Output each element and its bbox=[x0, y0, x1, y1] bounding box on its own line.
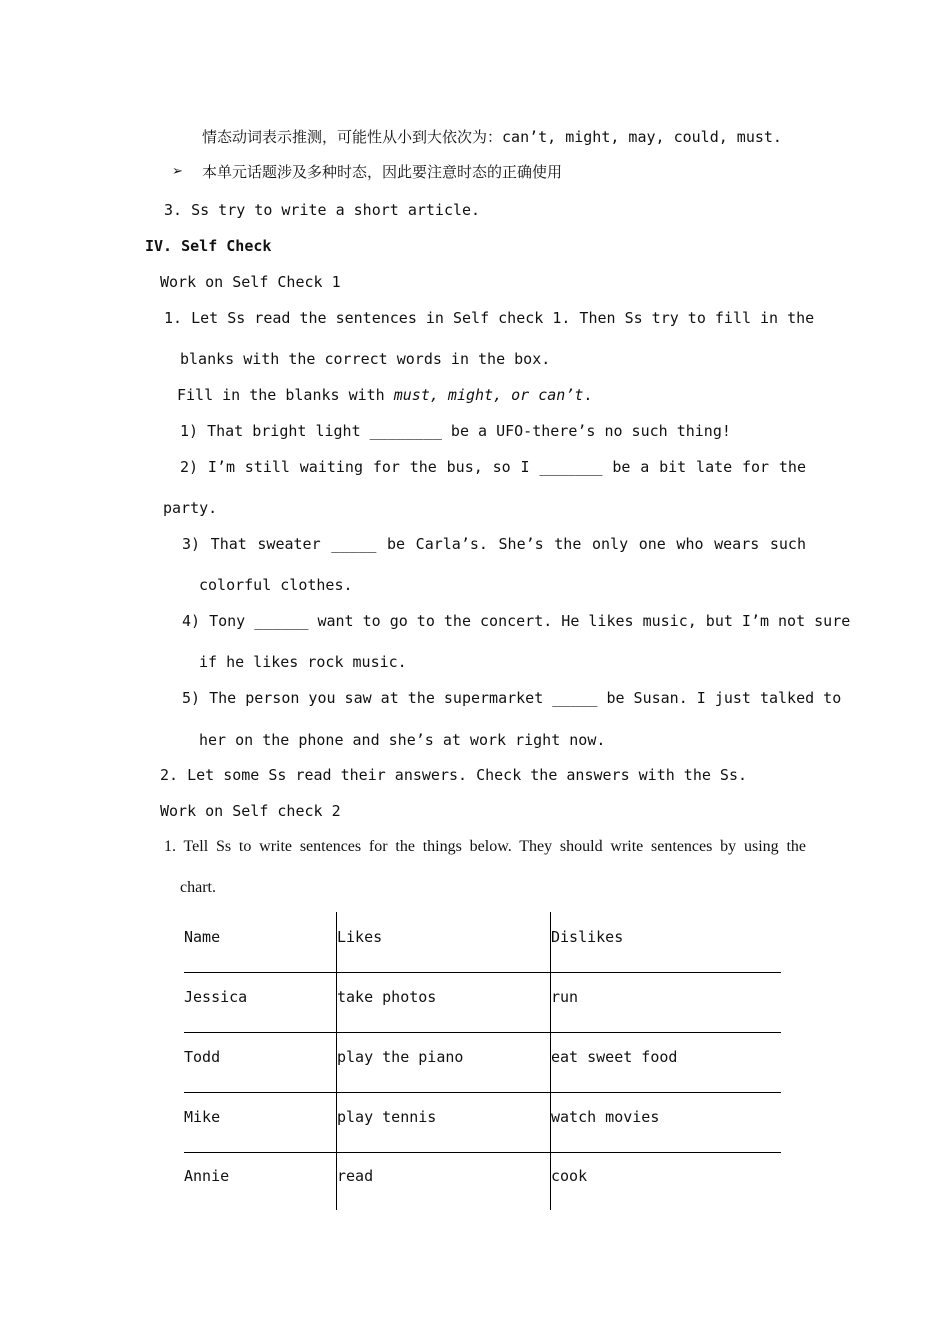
fill-prefix: Fill in the blanks with bbox=[177, 386, 394, 404]
table-rule bbox=[184, 1152, 781, 1153]
arrow-bullet-icon: ➢ bbox=[172, 164, 183, 179]
tense-note: 本单元话题涉及多种时态，因此要注意时态的正确使用 bbox=[202, 163, 563, 181]
table-cell-likes: play the piano bbox=[337, 1048, 464, 1066]
question-4-line-1: 4) Tony ______ want to go to the concert. He likes music, but I’m not sure bbox=[182, 612, 851, 630]
table-cell-name: Jessica bbox=[184, 988, 248, 1006]
table-cell-dislikes: cook bbox=[551, 1167, 588, 1185]
table-rule bbox=[184, 972, 781, 973]
item-1-line-2: blanks with the correct words in the box. bbox=[180, 350, 551, 368]
question-2-line-1: 2) I’m still waiting for the bus, so I _______ be a bit late for the bbox=[180, 458, 806, 476]
question-3-line-1: 3) That sweater _____ be Carla’s. She’s the only one who wears such bbox=[182, 535, 806, 553]
table-cell-name: Annie bbox=[184, 1167, 230, 1185]
tell-instruction-line-1: 1. Tell Ss to write sentences for the things below. They should write sentences by using the bbox=[164, 838, 806, 855]
header-name: Name bbox=[184, 928, 221, 946]
table-cell-dislikes: run bbox=[551, 988, 579, 1006]
tell-instruction-line-2: chart. bbox=[180, 879, 216, 896]
fill-suffix: . bbox=[583, 386, 593, 404]
table-cell-dislikes: eat sweet food bbox=[551, 1048, 678, 1066]
table-cell-name: Todd bbox=[184, 1048, 221, 1066]
header-likes: Likes bbox=[337, 928, 383, 946]
table-rule bbox=[184, 1092, 781, 1093]
item-1-line-1: 1. Let Ss read the sentences in Self check 1. Then Ss try to fill in the bbox=[164, 309, 815, 327]
table-cell-dislikes: watch movies bbox=[551, 1108, 660, 1126]
table-rule bbox=[184, 1032, 781, 1033]
table-cell-likes: play tennis bbox=[337, 1108, 437, 1126]
table-cell-likes: take photos bbox=[337, 988, 437, 1006]
work-on-self-check-1: Work on Self Check 1 bbox=[160, 273, 341, 291]
table-cell-likes: read bbox=[337, 1167, 374, 1185]
question-1: 1) That bright light ________ be a UFO-there’s no such thing! bbox=[180, 422, 731, 440]
fill-options: must, might, or can’t bbox=[393, 386, 584, 404]
likes-dislikes-table bbox=[184, 912, 781, 1210]
question-5-line-2: her on the phone and she’s at work right now. bbox=[199, 731, 606, 749]
header-dislikes: Dislikes bbox=[551, 928, 624, 946]
modal-note: 情态动词表示推测，可能性从小到大依次为：can’t, might, may, could, must. bbox=[202, 128, 782, 146]
work-on-self-check-2: Work on Self check 2 bbox=[160, 802, 341, 820]
step-2: 2. Let some Ss read their answers. Check the answers with the Ss. bbox=[160, 766, 747, 784]
question-2-line-2: party. bbox=[163, 499, 218, 517]
step-3: 3. Ss try to write a short article. bbox=[164, 201, 481, 219]
question-5-line-1: 5) The person you saw at the supermarket _____ be Susan. I just talked to bbox=[182, 689, 842, 707]
question-3-line-2: colorful clothes. bbox=[199, 576, 353, 594]
table-cell-name: Mike bbox=[184, 1108, 221, 1126]
section-title: IV. Self Check bbox=[145, 237, 272, 255]
question-4-line-2: if he likes rock music. bbox=[199, 653, 407, 671]
fill-instruction bbox=[177, 385, 592, 405]
